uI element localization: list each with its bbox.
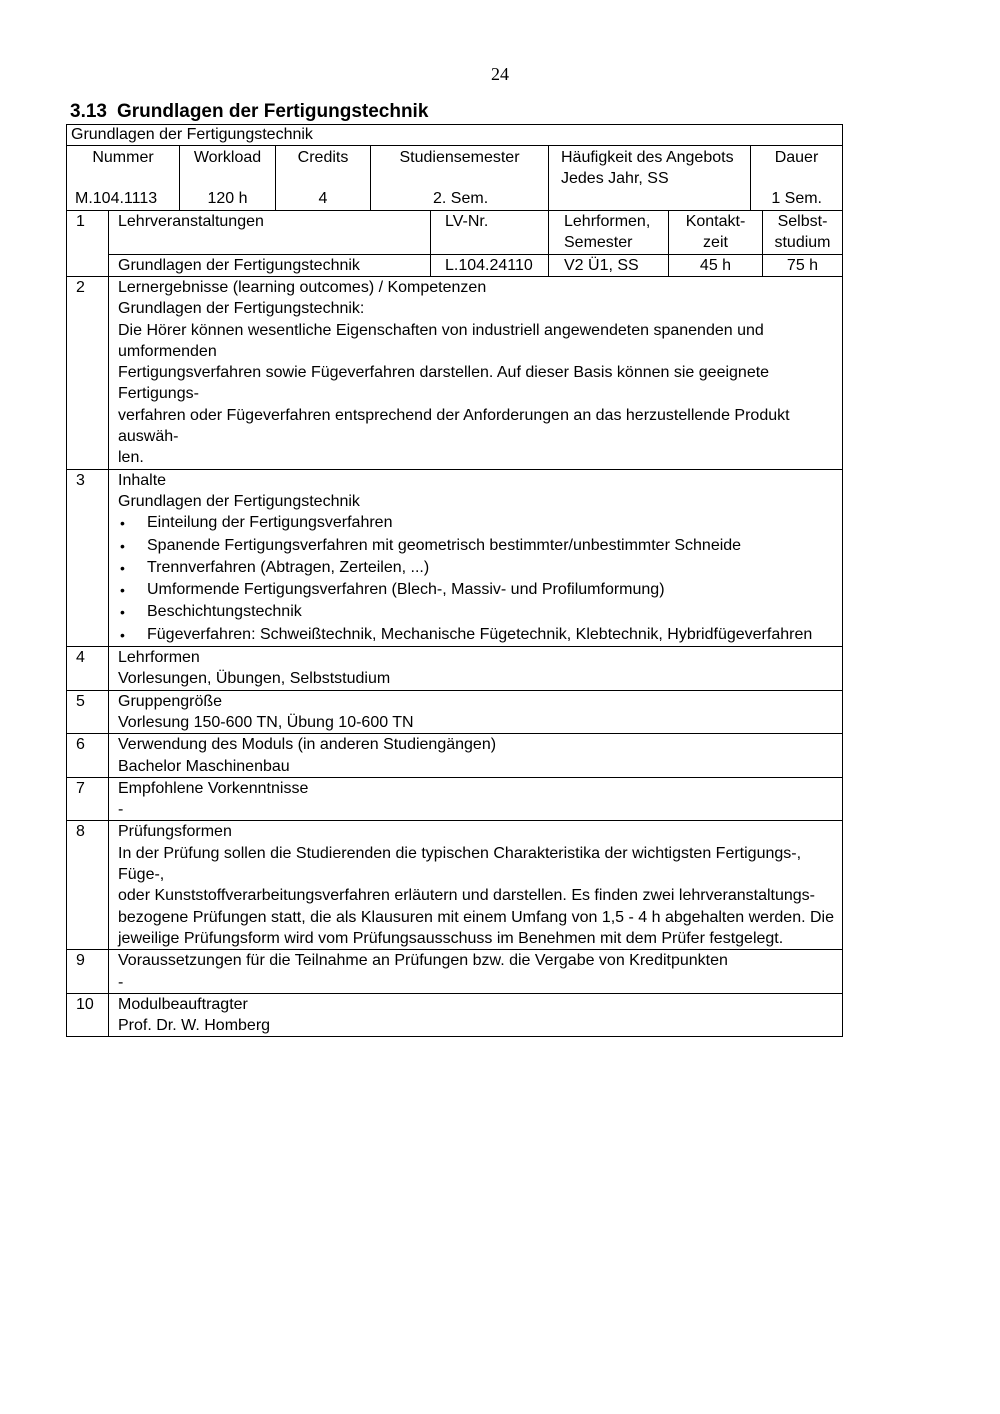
gruppengroesse-content <box>108 691 842 734</box>
course-lv-nr: L.104.24110 <box>430 255 548 276</box>
module-name-row <box>67 125 842 145</box>
text-line: - <box>118 801 124 819</box>
course-kontaktzeit: 45 h <box>668 255 762 276</box>
text-line: Vorlesung 150-600 TN, Übung 10-600 TN <box>118 713 414 731</box>
course-name: Grundlagen der Fertigungstechnik <box>118 257 360 274</box>
lernergebnisse-content <box>108 277 842 469</box>
text-line: Die Hörer können wesentliche Eigenschaften von industriell angewendeten spanenden und umformenden <box>118 321 764 360</box>
workload-cell <box>179 146 275 210</box>
row-title: Inhalte <box>118 471 167 489</box>
list-item: • Fügeverfahren: Schweißtechnik, Mechanische Fügetechnik, Klebtechnik, Hybridfügeverfahren <box>118 624 838 646</box>
credits-cell <box>275 146 370 210</box>
nummer-label: Nummer <box>92 149 154 166</box>
dauer-label: Dauer <box>774 149 819 166</box>
text-line: Fertigungsverfahren sowie Fügeverfahren darstellen. Auf dieser Basis können sie geeignete Fertigungs- <box>118 364 770 403</box>
lv-header-row <box>109 211 842 254</box>
row-title: Gruppengröße <box>118 692 223 710</box>
row-index: 1 <box>76 213 85 230</box>
list-item: • Einteilung der Fertigungsverfahren <box>118 512 838 534</box>
text-line: bezogene Prüfungen statt, die als Klausuren mit einem Umfang von 1,5 - 4 h abgehalten werden. Die <box>118 908 834 926</box>
section-number: 3.13 <box>70 101 107 122</box>
inhalte-list <box>118 512 838 646</box>
dauer-cell <box>750 146 842 210</box>
nummer-value: M.104.1113 <box>75 189 158 207</box>
text-line: len. <box>118 449 144 467</box>
row-index: 3 <box>76 471 85 489</box>
row-modulbeauftragter <box>67 993 842 1037</box>
dauer-value: 1 Sem. <box>771 189 822 207</box>
row-title: Voraussetzungen für die Teilnahme an Prüfungen bzw. die Vergabe von Kreditpunkten <box>118 952 728 970</box>
vorkenntnisse-content <box>108 778 842 821</box>
row-lernergebnisse <box>67 276 842 469</box>
lv-course-row <box>109 254 842 276</box>
row-index: 4 <box>76 649 85 667</box>
voraussetzungen-content <box>108 950 842 993</box>
haeufigkeit-cell <box>548 146 750 210</box>
course-lehrform: V2 Ü1, SS <box>548 255 668 276</box>
lehrformen-content <box>108 647 842 690</box>
course-selbststudium: 75 h <box>762 255 842 276</box>
text-line: In der Prüfung sollen die Studierenden die typischen Charakteristika der wichtigsten Fertigungs-, Füge-, <box>118 844 802 884</box>
row-title: Modulbeauftragter <box>118 995 248 1013</box>
row-title: Lehrformen <box>118 649 200 667</box>
row-verwendung <box>67 733 842 777</box>
studiensemester-cell <box>370 146 548 210</box>
row-index: 8 <box>76 823 85 841</box>
text-line: jeweilige Prüfungsform wird vom Prüfungsausschuss im Benehmen mit dem Prüfer festgelegt. <box>118 929 784 947</box>
module-name: Grundlagen der Fertigungstechnik <box>71 126 313 143</box>
row-title: Empfohlene Vorkenntnisse <box>118 779 309 797</box>
text-line: Prof. Dr. W. Homberg <box>118 1017 271 1035</box>
inhalte-content <box>108 470 842 646</box>
workload-label: Workload <box>193 149 262 166</box>
studiensemester-value: 2. Sem. <box>433 189 489 207</box>
lehrformen-header-line2: Semester <box>564 234 633 252</box>
list-item: • Spanende Fertigungsverfahren mit geometrisch bestimmter/unbestimmter Schneide <box>118 535 838 557</box>
verwendung-content <box>108 734 842 777</box>
credits-label: Credits <box>297 149 349 166</box>
text-line: oder Kunststoffverarbeitungsverfahren erläutern und darstellen. Es finden zwei lehrveranstaltungs- <box>118 887 815 905</box>
kontaktzeit-header-line2: zeit <box>703 234 728 252</box>
module-table <box>66 124 843 1037</box>
list-item: • Beschichtungstechnik <box>118 601 838 623</box>
studiensemester-label: Studiensemester <box>399 149 520 166</box>
row-pruefungsformen <box>67 820 842 949</box>
row-title: Lernergebnisse (learning outcomes) / Kompetenzen <box>118 279 487 296</box>
row-index: 5 <box>76 692 85 710</box>
text-line: Vorlesungen, Übungen, Selbststudium <box>118 670 391 688</box>
pruefungsformen-content <box>108 821 842 949</box>
row-index: 9 <box>76 952 85 970</box>
kontaktzeit-header-line1: Kontakt- <box>685 213 746 230</box>
text-line: - <box>118 973 124 991</box>
selbststudium-header-line2: studium <box>774 234 831 252</box>
lehrveranstaltungen-subtable <box>108 211 842 276</box>
row-subtitle: Grundlagen der Fertigungstechnik: <box>118 300 365 318</box>
text-line: Bachelor Maschinenbau <box>118 757 290 775</box>
row-lehrformen <box>67 646 842 690</box>
haeufigkeit-value: Jedes Jahr, SS <box>561 170 669 188</box>
list-item: • Trennverfahren (Abtragen, Zerteilen, ...) <box>118 557 838 579</box>
row-title: Prüfungsformen <box>118 823 232 841</box>
selbststudium-header-line1: Selbst- <box>777 213 828 230</box>
row-index: 2 <box>76 279 85 296</box>
modulbeauftragter-content <box>108 994 842 1037</box>
lv-title: Lehrveranstaltungen <box>118 213 264 230</box>
row-index: 10 <box>76 995 94 1013</box>
credits-value: 4 <box>318 189 328 207</box>
list-item: • Umformende Fertigungsverfahren (Blech-, Massiv- und Profilumformung) <box>118 579 838 601</box>
kontaktzeit-header <box>668 211 762 254</box>
row-voraussetzungen <box>67 949 842 993</box>
nummer-cell <box>67 146 179 210</box>
row-index: 7 <box>76 779 85 797</box>
haeufigkeit-label: Häufigkeit des Angebots <box>561 149 734 166</box>
lv-nr-header: LV-Nr. <box>430 211 548 254</box>
section-heading <box>70 101 428 123</box>
row-title: Verwendung des Moduls (in anderen Studiengängen) <box>118 736 497 754</box>
row-inhalte <box>67 469 842 646</box>
selbststudium-header <box>762 211 842 254</box>
row-lehrveranstaltungen <box>67 210 842 276</box>
workload-value: 120 h <box>207 189 248 207</box>
row-gruppengroesse <box>67 690 842 734</box>
lehrformen-header-line1: Lehrformen, <box>564 213 651 230</box>
section-title: Grundlagen der Fertigungstechnik <box>116 101 429 122</box>
module-info-row <box>67 145 842 210</box>
row-subtitle: Grundlagen der Fertigungstechnik <box>118 492 360 510</box>
text-line: verfahren oder Fügeverfahren entsprechend der Anforderungen an das herzustellende Produkt auswäh- <box>118 406 790 446</box>
row-vorkenntnisse <box>67 777 842 821</box>
lehrformen-header <box>548 211 668 254</box>
row-index: 6 <box>76 736 85 754</box>
page-number: 24 <box>491 64 509 84</box>
